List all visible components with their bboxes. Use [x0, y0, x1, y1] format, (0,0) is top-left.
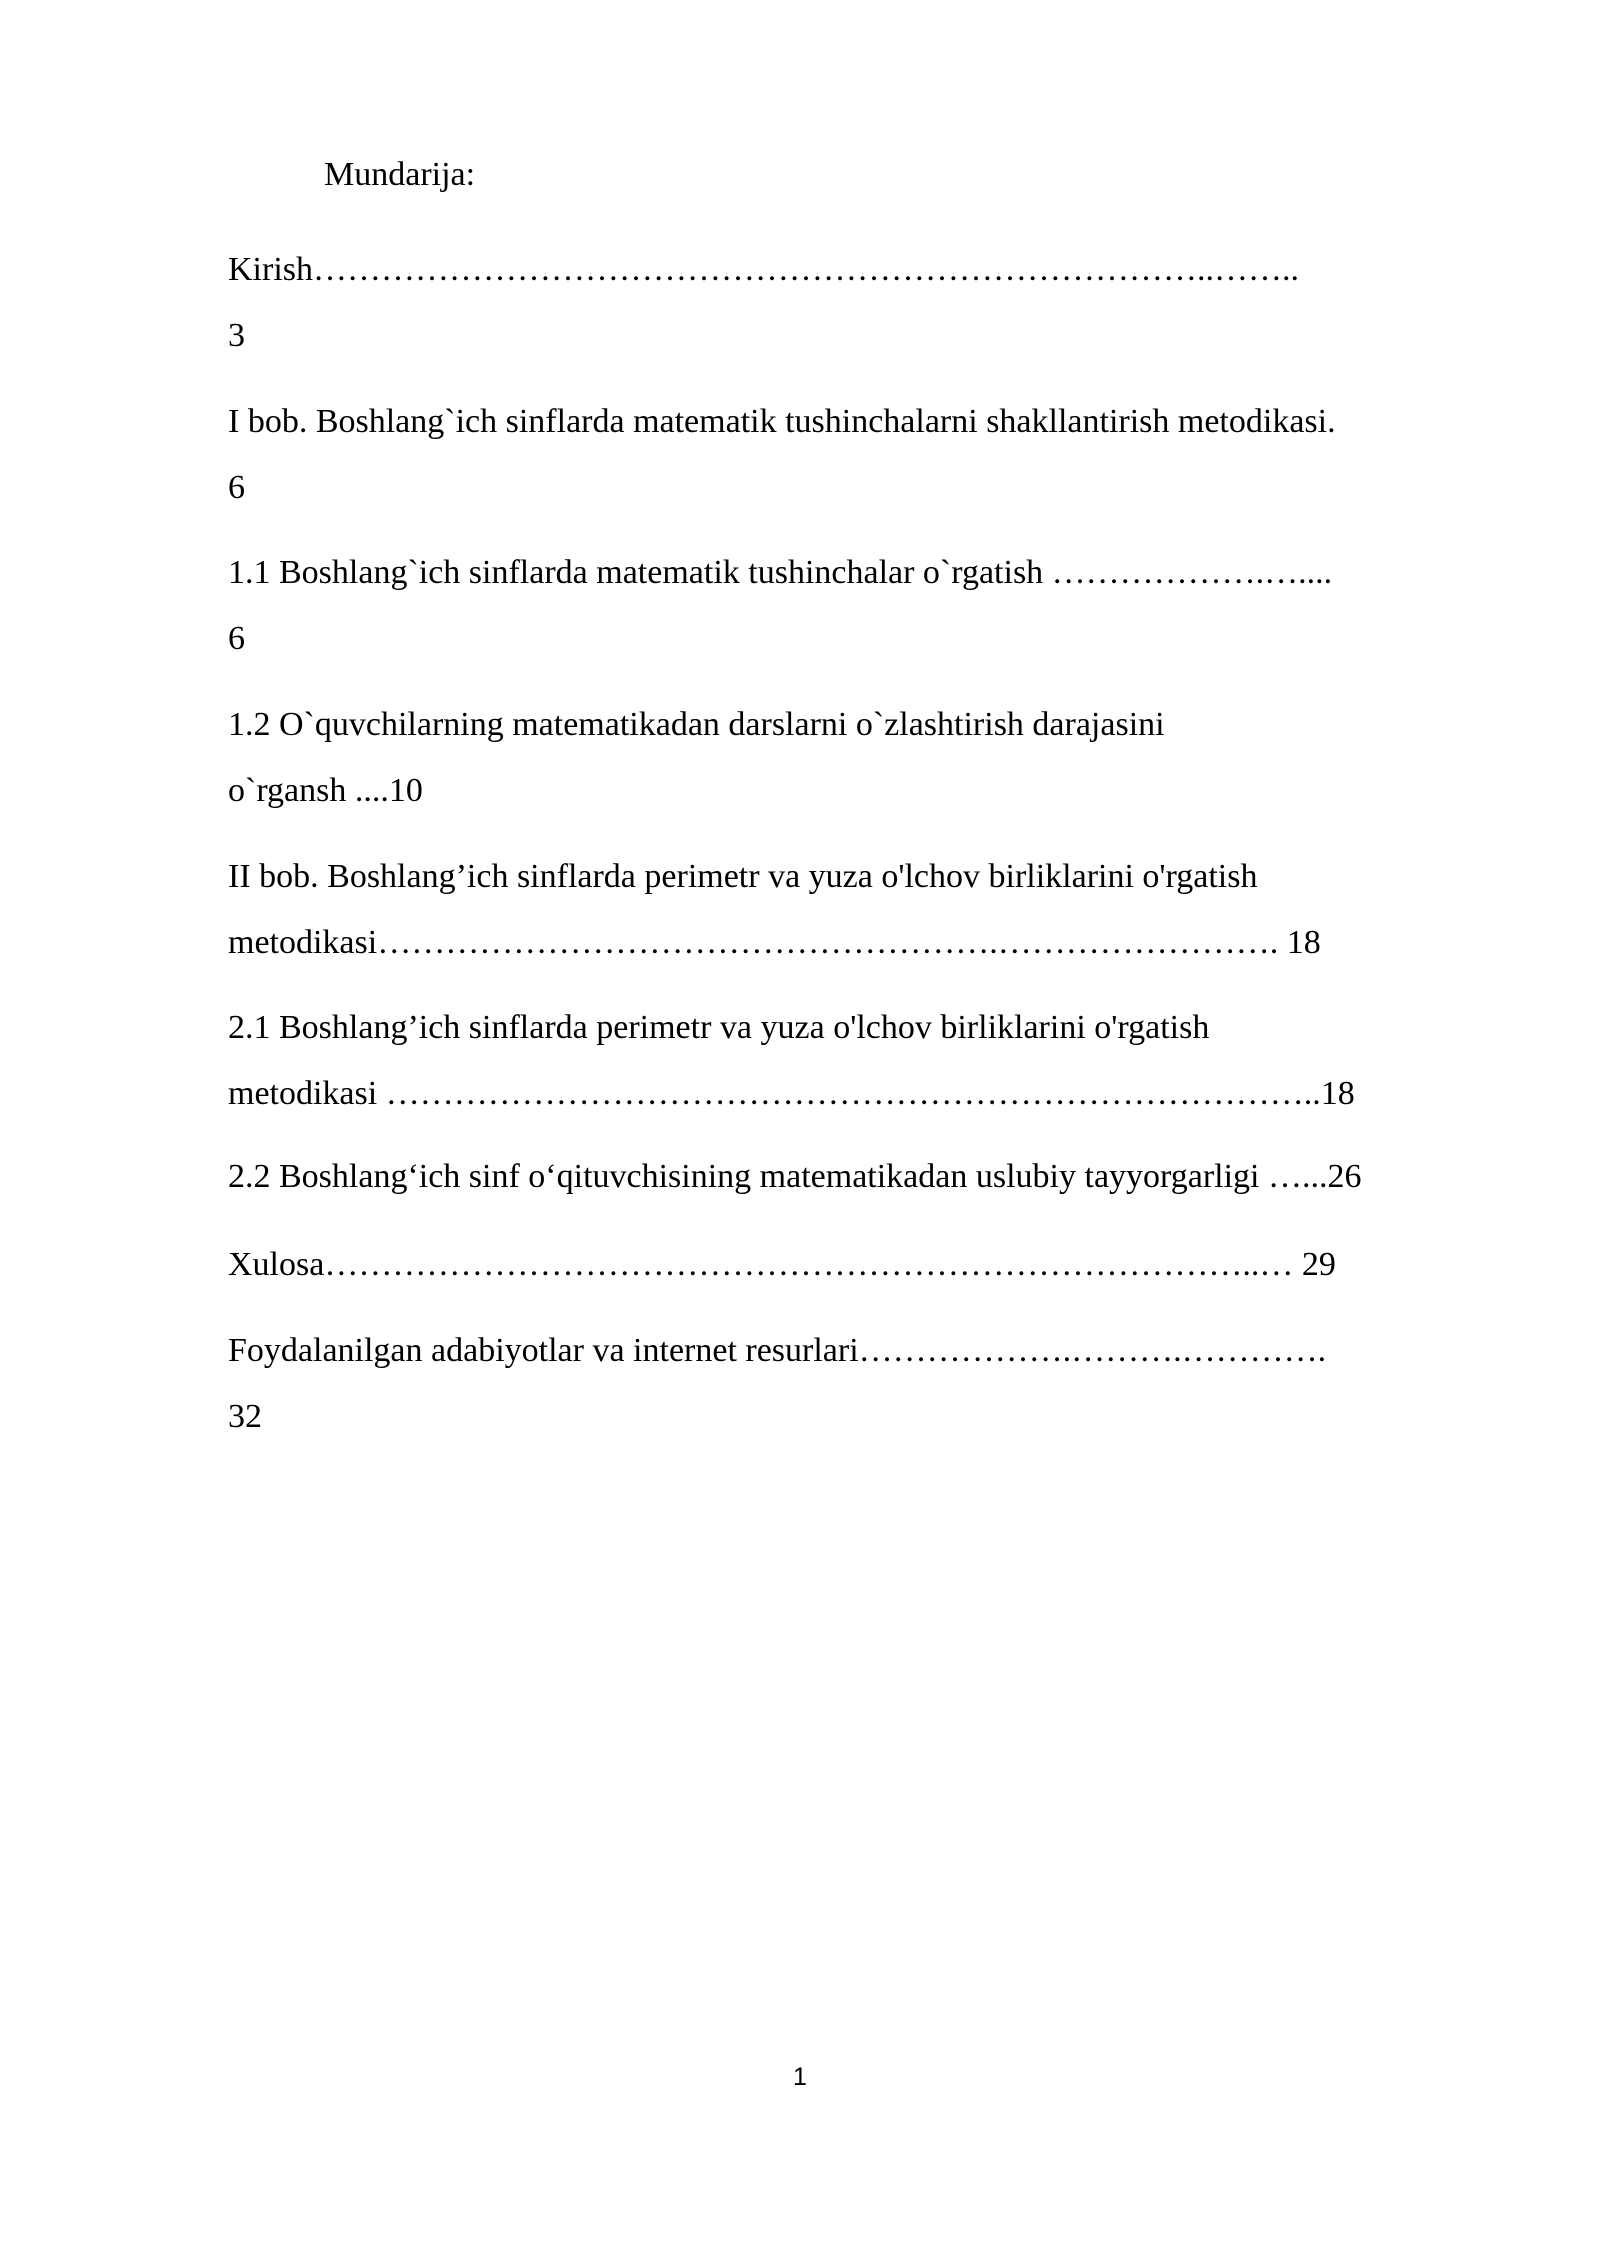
toc-entry-page: 6 — [228, 469, 245, 506]
toc-entry-section-1-2 — [228, 692, 1486, 824]
toc-entry-text: Xulosa………………………………………………………………………..… 29 — [228, 1246, 1336, 1283]
toc-entry-text-continued: o`rgansh ....10 — [228, 772, 423, 809]
toc-entry-page: 6 — [228, 620, 245, 657]
toc-entry-references — [228, 1318, 1486, 1450]
toc-entry-section-2-1 — [228, 995, 1486, 1127]
toc-title: Mundarija: — [324, 156, 476, 193]
toc-entry-chapter-2 — [228, 844, 1486, 976]
toc-entry-text-continued: metodikasi ………………………………………………………………………..18 — [228, 1075, 1355, 1112]
toc-entry-xulosa — [228, 1232, 1486, 1298]
toc-entry-text-continued: metodikasi……………………………………………….……………………. 18 — [228, 924, 1321, 961]
toc-entry-section-1-1 — [228, 540, 1486, 672]
toc-entry-text: 1.1 Boshlang`ich sinflarda matematik tushinchalar o`rgatish ……………….….... — [228, 554, 1333, 591]
toc-entry-text: 2.2 Boshlang‘ich sinf o‘qituvchisining matematikadan uslubiy tayyorgarligi …...26 — [228, 1158, 1362, 1195]
toc-entry-text: Foydalanilgan adabiyotlar va internet resurlari……………….……….…………. — [228, 1332, 1327, 1369]
toc-entry-kirish — [228, 237, 1486, 369]
toc-entry-text: II bob. Boshlang’ich sinflarda perimetr va yuza o'lchov birliklarini o'rgatish — [228, 858, 1258, 895]
toc-entry-page: 32 — [228, 1398, 262, 1435]
toc-entry-page: 3 — [228, 317, 245, 354]
toc-entry-text: 1.2 O`quvchilarning matematikadan darslarni o`zlashtirish darajasini — [228, 706, 1165, 743]
toc-entry-text: I bob. Boshlang`ich sinflarda matematik tushinchalarni shakllantirish metodikasi. — [228, 403, 1336, 440]
page-number: 1 — [793, 2063, 807, 2091]
toc-entry-text: Kirish……………………………………………………………………..…….. — [228, 251, 1299, 288]
toc-entry-chapter-1 — [228, 389, 1486, 521]
toc-entry-text: 2.1 Boshlang’ich sinflarda perimetr va yuza o'lchov birliklarini o'rgatish — [228, 1009, 1210, 1046]
toc-entry-section-2-2 — [228, 1144, 1486, 1210]
